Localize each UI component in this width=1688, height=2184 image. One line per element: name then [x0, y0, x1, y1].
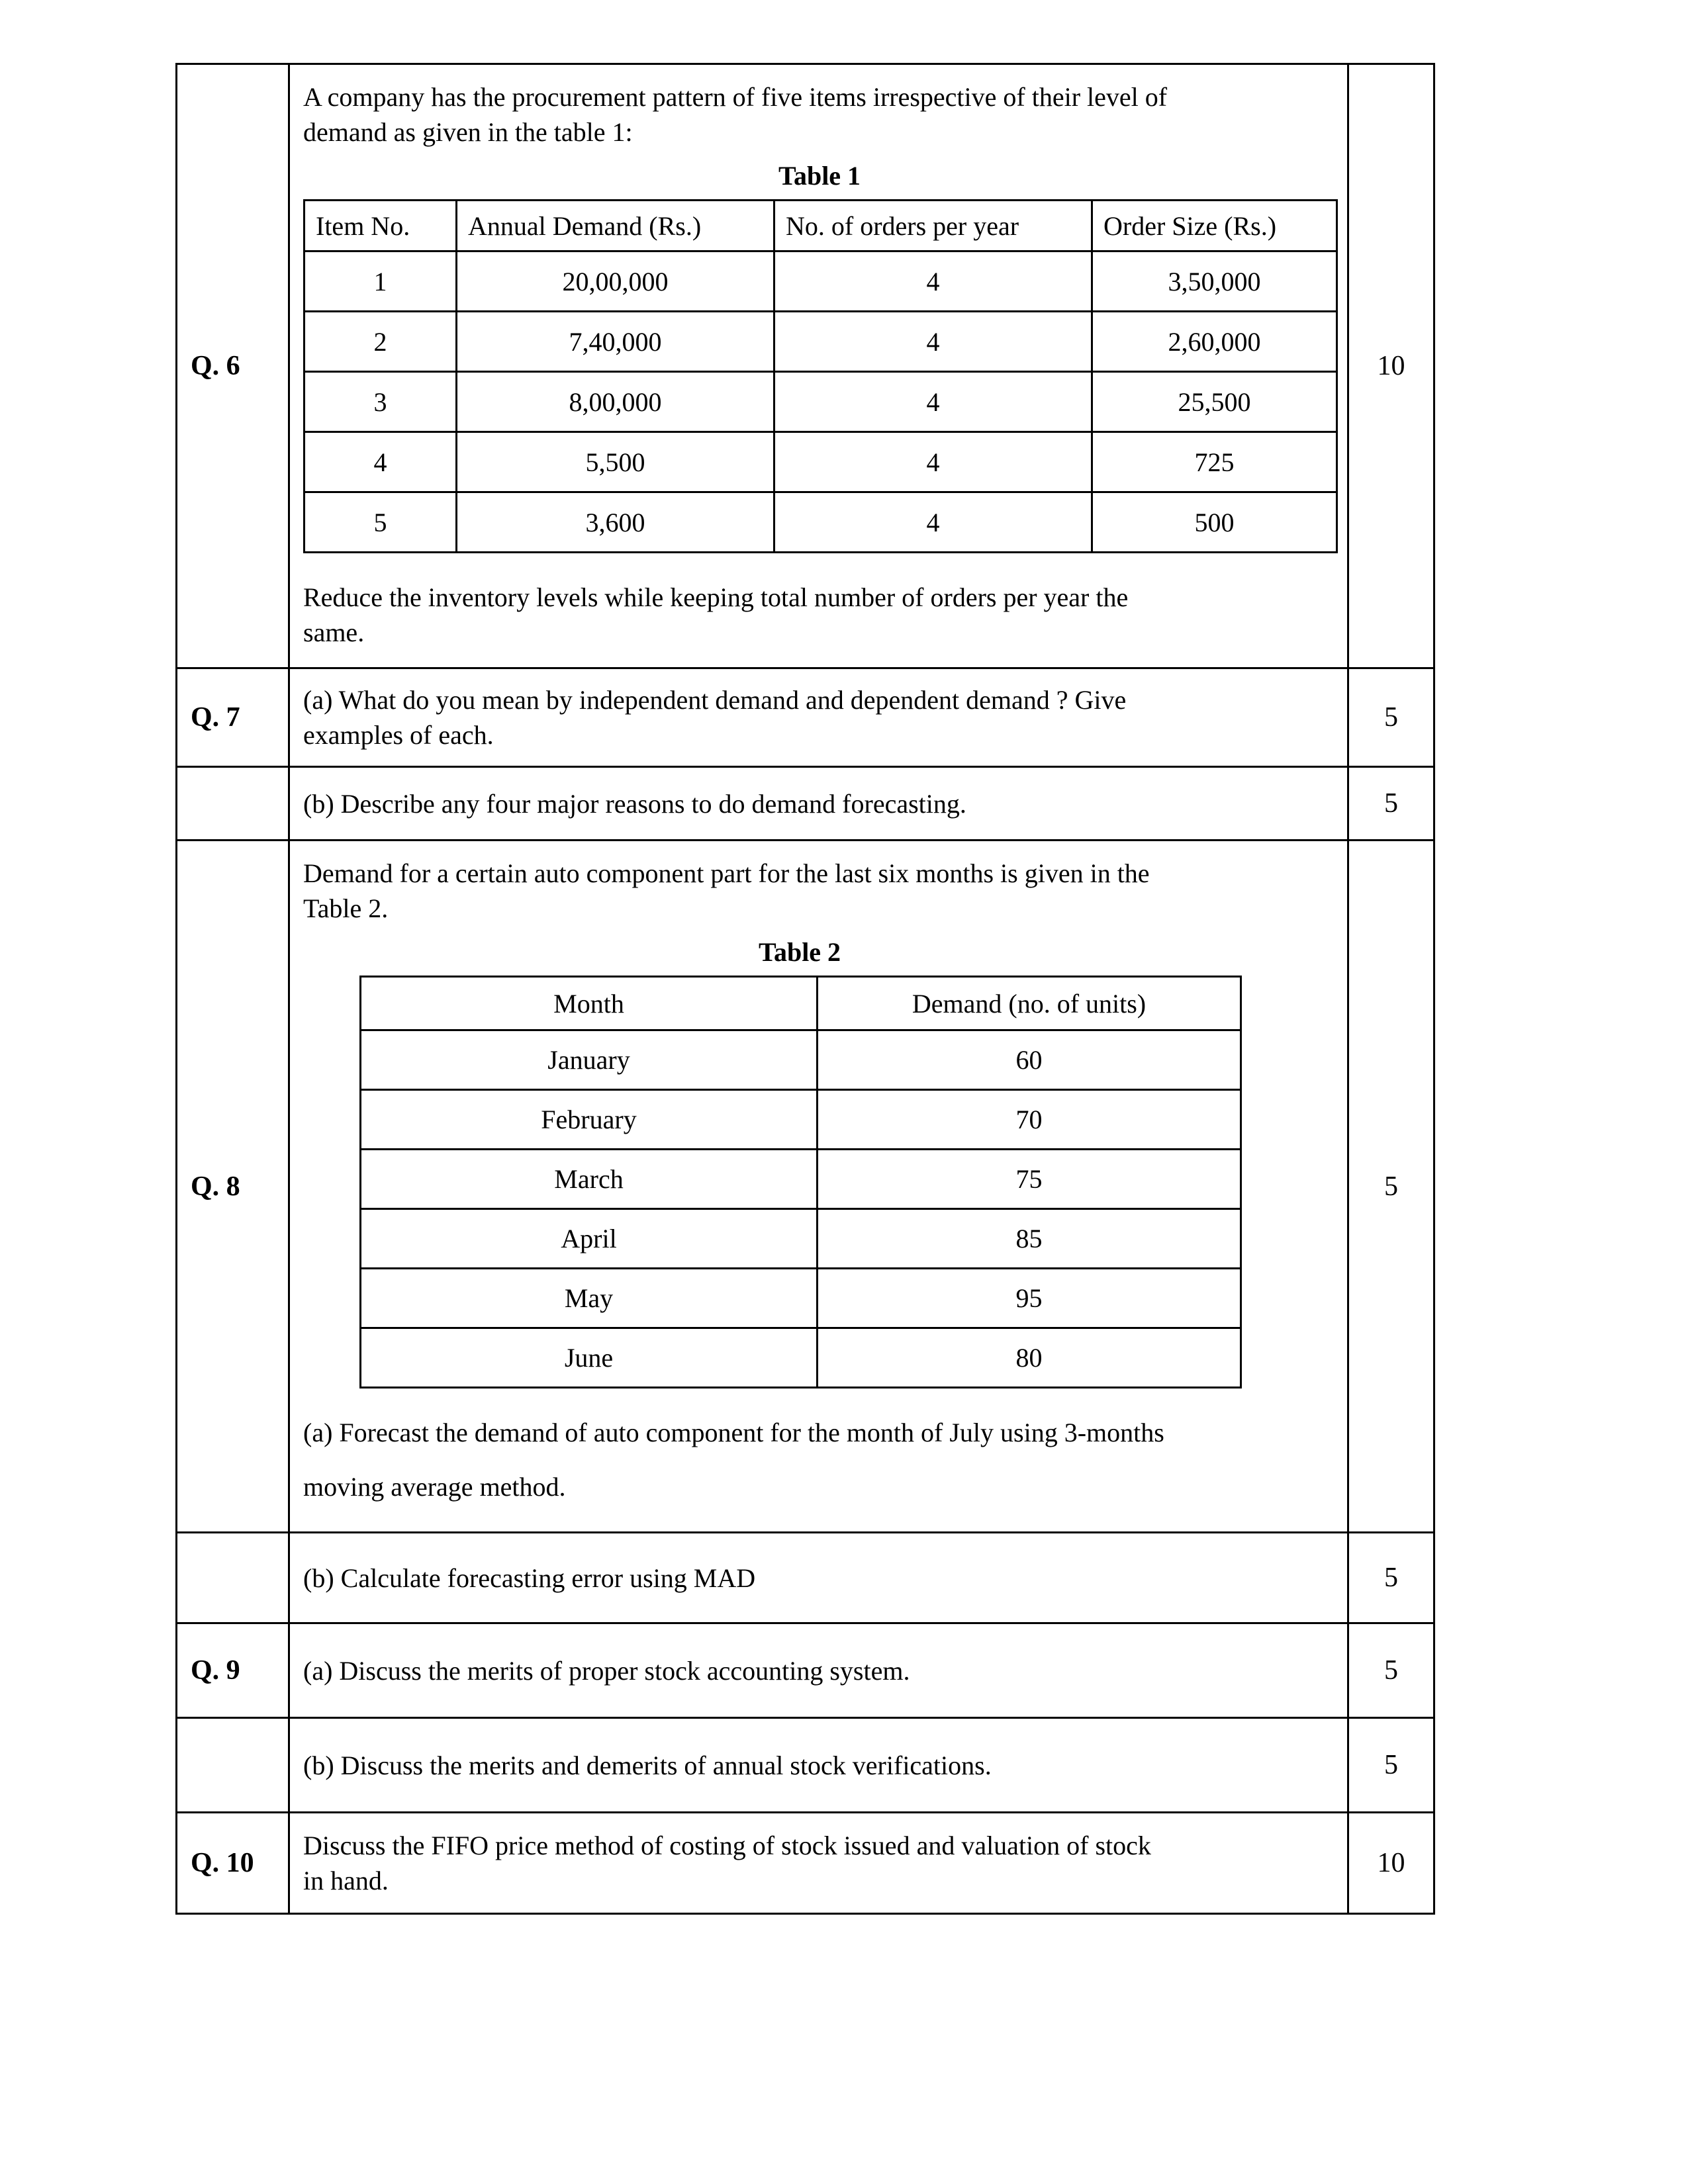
table1-header-cell: Item No. — [305, 201, 457, 251]
q10-content-cell — [289, 1813, 1348, 1914]
q6-label: Q. 6 — [191, 351, 240, 381]
marks-value: 5 — [1384, 702, 1398, 733]
q7-part-a-marks-cell — [1348, 668, 1434, 767]
table1-cell: 25,500 — [1092, 372, 1337, 432]
table2-cell: February — [361, 1090, 818, 1150]
q9-part-a-row — [177, 1623, 1434, 1718]
q7-label: Q. 7 — [191, 702, 240, 733]
q7-part-b-row — [177, 767, 1434, 841]
table1-cell: 3 — [305, 372, 457, 432]
table1-cell: 2,60,000 — [1092, 312, 1337, 372]
marks-value: 10 — [1377, 351, 1405, 381]
table1-cell: 2 — [305, 312, 457, 372]
marks-value: 5 — [1384, 1655, 1398, 1686]
table1-cell: 3,50,000 — [1092, 251, 1337, 312]
table1-header-cell: No. of orders per year — [774, 201, 1092, 251]
table2-row — [361, 1269, 1241, 1328]
table1-cell: 1 — [305, 251, 457, 312]
q9-part-b-marks-cell — [1348, 1718, 1434, 1813]
table1-row — [305, 251, 1337, 312]
q7-part-a-row — [177, 668, 1434, 767]
table1-row — [305, 312, 1337, 372]
text-line: in hand. — [303, 1866, 389, 1895]
q9-part-a-content-cell — [289, 1623, 1348, 1718]
table2-cell: May — [361, 1269, 818, 1328]
table-2 — [359, 976, 1242, 1388]
empty-label-cell — [177, 1533, 289, 1623]
table2-cell: June — [361, 1328, 818, 1388]
q10-label: Q. 10 — [191, 1848, 254, 1878]
q7-part-b-marks-cell — [1348, 767, 1434, 841]
table1-row — [305, 372, 1337, 432]
q8-part-b-text: (b) Calculate forecasting error using MAD — [303, 1563, 756, 1593]
text-line: same. — [303, 617, 365, 647]
q8-label: Q. 8 — [191, 1171, 240, 1202]
q8-label-cell — [177, 841, 289, 1533]
marks-value: 10 — [1377, 1848, 1405, 1878]
q7-part-a-text — [303, 682, 1334, 752]
q8-intro — [303, 856, 1334, 926]
table2-row — [361, 1150, 1241, 1209]
table2-header-cell: Demand (no. of units) — [818, 977, 1241, 1030]
text-line: demand as given in the table 1: — [303, 117, 633, 147]
table1-cell: 4 — [774, 251, 1092, 312]
q6-intro — [303, 79, 1334, 150]
q9-label-cell — [177, 1623, 289, 1718]
q7-part-b-content-cell — [289, 767, 1348, 841]
table1-cell: 725 — [1092, 432, 1337, 492]
q6-label-cell — [177, 64, 289, 668]
table2-row — [361, 1328, 1241, 1388]
q9-part-a-marks-cell — [1348, 1623, 1434, 1718]
empty-label-cell — [177, 767, 289, 841]
table1-row — [305, 432, 1337, 492]
table2-row — [361, 1209, 1241, 1269]
table2-cell: 60 — [818, 1030, 1241, 1090]
text-line: Table 2. — [303, 893, 389, 923]
table1-cell: 20,00,000 — [457, 251, 774, 312]
text-line: Reduce the inventory levels while keeping total number of orders per year the — [303, 582, 1129, 612]
table2-cell: 75 — [818, 1150, 1241, 1209]
q8-part-a-text — [303, 1406, 1334, 1514]
table2-cell: March — [361, 1150, 818, 1209]
q6-content-cell — [289, 64, 1348, 668]
text-line: (a) Forecast the demand of auto component for the month of July using 3-months — [303, 1418, 1164, 1447]
q7-part-b-text: (b) Describe any four major reasons to do demand forecasting. — [303, 788, 966, 819]
text-line: A company has the procurement pattern of five items irrespective of their level of — [303, 82, 1168, 112]
table2-title: Table 2 — [758, 937, 841, 967]
question-grid — [175, 63, 1435, 1915]
text-line: Demand for a certain auto component part for the last six months is given in the — [303, 858, 1150, 888]
table2-row — [361, 1090, 1241, 1150]
q8-row — [177, 841, 1434, 1533]
table2-cell: 85 — [818, 1209, 1241, 1269]
q8-content-cell — [289, 841, 1348, 1533]
q8-part-b-content-cell — [289, 1533, 1348, 1623]
q10-label-cell — [177, 1813, 289, 1914]
q10-row — [177, 1813, 1434, 1914]
q10-marks-cell — [1348, 1813, 1434, 1914]
q9-part-a-text: (a) Discuss the merits of proper stock accounting system. — [303, 1655, 910, 1686]
q10-text — [303, 1828, 1334, 1898]
q8-part-b-row — [177, 1533, 1434, 1623]
table1-row — [305, 492, 1337, 553]
table1-cell: 8,00,000 — [457, 372, 774, 432]
table1-cell: 4 — [774, 432, 1092, 492]
table1-cell: 5 — [305, 492, 457, 553]
q7-part-a-content-cell — [289, 668, 1348, 767]
q9-part-b-content-cell — [289, 1718, 1348, 1813]
table1-header-row — [305, 201, 1337, 251]
table2-cell: April — [361, 1209, 818, 1269]
table1-title: Table 1 — [778, 161, 861, 191]
table2-cell: January — [361, 1030, 818, 1090]
marks-value: 5 — [1384, 1563, 1398, 1593]
q8-marks-cell — [1348, 841, 1434, 1533]
marks-value: 5 — [1384, 788, 1398, 819]
table1-cell: 4 — [774, 372, 1092, 432]
table1-cell: 5,500 — [457, 432, 774, 492]
q7-label-cell — [177, 668, 289, 767]
table2-row — [361, 1030, 1241, 1090]
q9-part-b-text: (b) Discuss the merits and demerits of annual stock verifications. — [303, 1750, 992, 1780]
table1-cell: 500 — [1092, 492, 1337, 553]
table1-header-cell: Annual Demand (Rs.) — [457, 201, 774, 251]
text-line: Discuss the FIFO price method of costing of stock issued and valuation of stock — [303, 1831, 1151, 1860]
text-line: examples of each. — [303, 720, 494, 750]
table1-cell: 3,600 — [457, 492, 774, 553]
table2-header-cell: Month — [361, 977, 818, 1030]
q6-row — [177, 64, 1434, 668]
table2-cell: 95 — [818, 1269, 1241, 1328]
q6-marks-cell — [1348, 64, 1434, 668]
empty-label-cell — [177, 1718, 289, 1813]
text-line: (a) What do you mean by independent demand and dependent demand ? Give — [303, 685, 1127, 715]
table2-header-row — [361, 977, 1241, 1030]
table1-cell: 7,40,000 — [457, 312, 774, 372]
table2-cell: 70 — [818, 1090, 1241, 1150]
q8-part-b-marks-cell — [1348, 1533, 1434, 1623]
marks-value: 5 — [1384, 1750, 1398, 1780]
table-1 — [303, 199, 1338, 553]
table1-cell: 4 — [774, 492, 1092, 553]
text-line: moving average method. — [303, 1472, 566, 1502]
table1-cell: 4 — [774, 312, 1092, 372]
table1-cell: 4 — [305, 432, 457, 492]
q9-part-b-row — [177, 1718, 1434, 1813]
table2-cell: 80 — [818, 1328, 1241, 1388]
marks-value: 5 — [1384, 1171, 1398, 1202]
q9-label: Q. 9 — [191, 1655, 240, 1686]
q6-outro — [303, 580, 1334, 650]
table1-header-cell: Order Size (Rs.) — [1092, 201, 1337, 251]
